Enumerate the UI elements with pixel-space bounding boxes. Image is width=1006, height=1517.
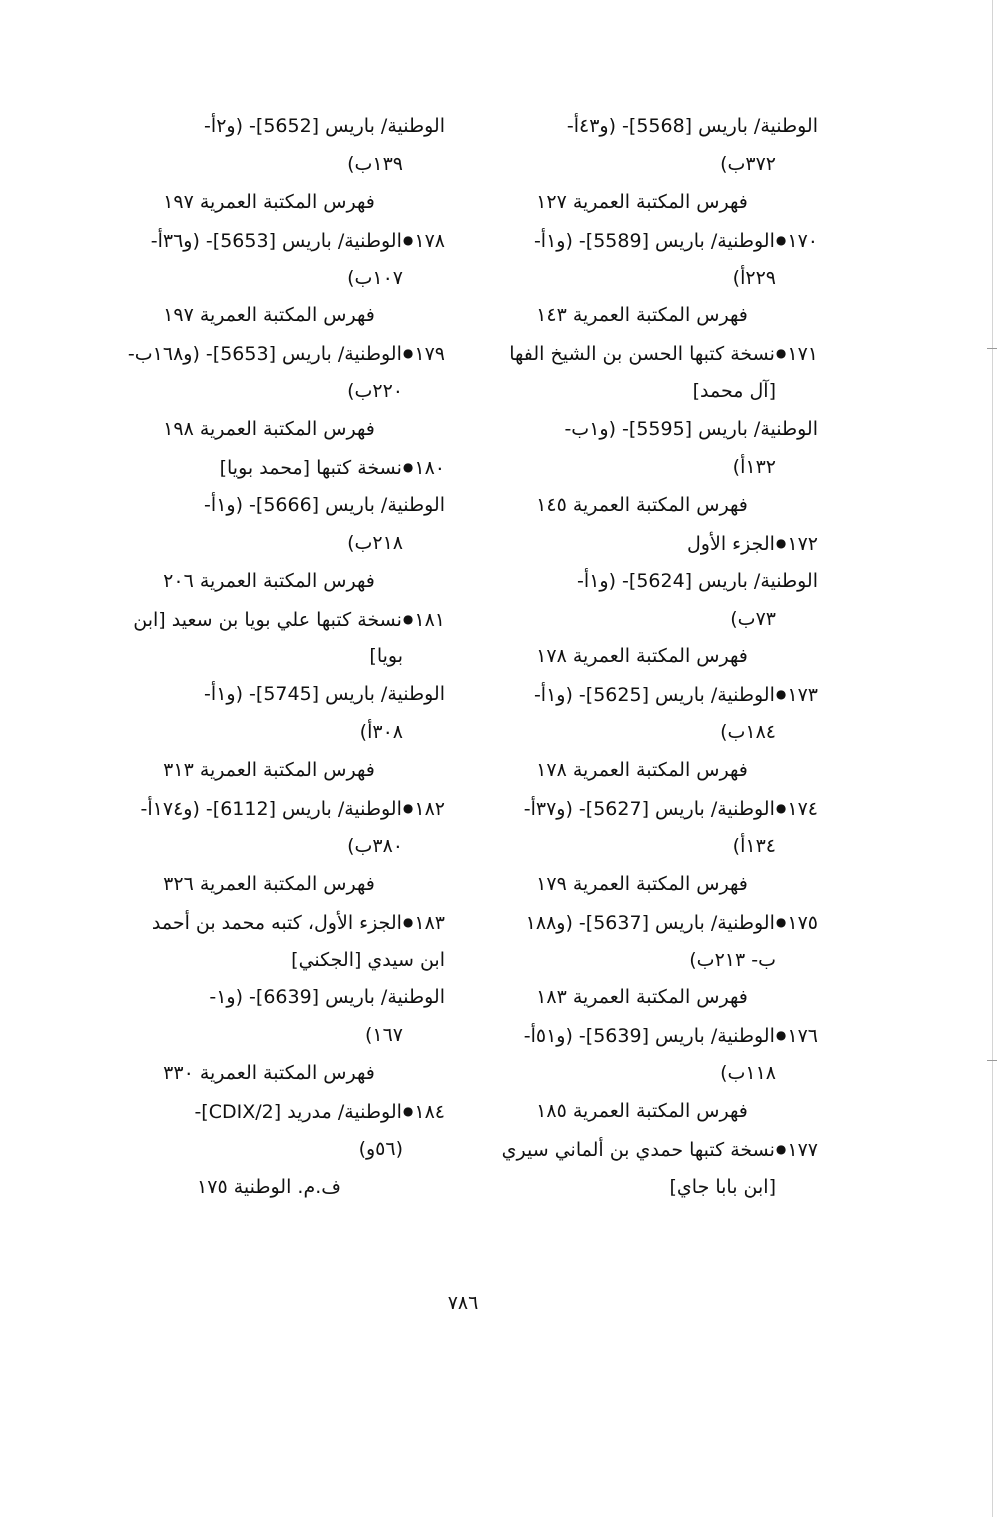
entry-text: نسخة كتبها علي بويا بن سعيد [ابن	[133, 608, 402, 631]
catalogue-line	[93, 146, 445, 184]
catalogue-line	[466, 411, 818, 449]
catalogue-line	[466, 525, 818, 563]
catalogue-line	[466, 714, 818, 752]
bullet-icon: ●	[775, 1142, 787, 1157]
catalogue-line	[466, 1131, 818, 1169]
catalogue-line	[466, 979, 818, 1017]
catalogue-line	[93, 1169, 445, 1207]
entry-number: ١٨١	[414, 608, 445, 631]
catalogue-line	[466, 260, 818, 298]
bullet-icon: ●	[402, 1104, 414, 1119]
catalogue-line	[466, 184, 818, 222]
entry-number: ١٧٢	[787, 532, 818, 555]
entry-text: ١٣٤أ)	[732, 834, 776, 857]
entry-number: ١٧٨	[414, 229, 445, 252]
catalogue-line	[466, 222, 818, 260]
catalogue-line	[466, 866, 818, 904]
catalogue-line	[466, 563, 818, 601]
bullet-icon: ●	[402, 611, 414, 626]
entry-text: فهرس المكتبة العمرية ٣١٣	[163, 759, 375, 782]
catalogue-line	[93, 979, 445, 1017]
catalogue-line	[93, 1055, 445, 1093]
catalogue-line	[466, 297, 818, 335]
entry-text: الوطنية/ باريس [6112]- (و١٧٤أ-	[140, 798, 402, 821]
entry-text: ابن سيدي [الجكني]	[291, 948, 445, 971]
catalogue-line	[466, 752, 818, 790]
entry-text: نسخة كتبها حمدي بن ألماني سيري	[501, 1139, 775, 1162]
catalogue-line	[93, 487, 445, 525]
entry-text: فهرس المكتبة العمرية ١٧٨	[536, 759, 748, 782]
entry-text: ٣٨٠ب)	[347, 834, 403, 857]
bullet-icon: ●	[775, 914, 787, 929]
entry-number: ١٨٠	[414, 457, 445, 480]
bullet-icon: ●	[402, 801, 414, 816]
entry-text: الجزء الأول	[687, 532, 775, 555]
catalogue-line	[466, 146, 818, 184]
entry-text: الوطنية/ باريس [5666]- (و١أ-	[204, 493, 445, 516]
catalogue-line	[466, 335, 818, 373]
entry-text: فهرس المكتبة العمرية ١٤٥	[536, 493, 748, 516]
entry-text: الوطنية/ باريس [5595]- (و١ب-	[564, 418, 818, 441]
entry-number: ١٧١	[787, 343, 818, 366]
bullet-icon: ●	[775, 346, 787, 361]
entry-text: [آل محمد]	[692, 380, 776, 403]
catalogue-line	[466, 942, 818, 980]
page-edge-line	[992, 0, 993, 1517]
catalogue-line	[93, 449, 445, 487]
entry-text: ٣٠٨أ)	[359, 721, 403, 744]
catalogue-line	[93, 904, 445, 942]
catalogue-line	[93, 752, 445, 790]
entry-text: الوطنية/ باريس [6639]- (و١-	[209, 986, 445, 1009]
catalogue-line	[93, 790, 445, 828]
catalogue-line	[93, 335, 445, 373]
left-column	[93, 108, 445, 1207]
entry-text: [ابن بابا جاي]	[669, 1175, 776, 1198]
catalogue-line	[466, 1169, 818, 1207]
entry-text: ٢٢٩أ)	[732, 266, 776, 289]
catalogue-line	[466, 108, 818, 146]
bullet-icon: ●	[775, 232, 787, 247]
entry-text: الوطنية/ باريس [5625]- (و١أ-	[533, 684, 775, 707]
entry-text: ٢٢٠ب)	[347, 380, 403, 403]
entry-number: ١٧٥	[787, 911, 818, 934]
page-number: ٧٨٦	[447, 1292, 479, 1314]
catalogue-line	[466, 1093, 818, 1131]
entry-text: فهرس المكتبة العمرية ١٩٧	[163, 304, 375, 327]
entry-text: الوطنية/ باريس [5639]- (و٥١أ-	[523, 1025, 775, 1048]
catalogue-line	[93, 601, 445, 639]
entry-text: (٥٦و)	[358, 1138, 403, 1161]
entry-number: ١٧٧	[787, 1139, 818, 1162]
entry-text: فهرس المكتبة العمرية ١٩٨	[163, 418, 375, 441]
entry-number: ١٧٠	[787, 229, 818, 252]
entry-text: الوطنية/ باريس [5568]- (و٤٣أ-	[566, 115, 818, 137]
catalogue-line	[466, 1017, 818, 1055]
catalogue-line	[466, 449, 818, 487]
catalogue-line	[93, 1017, 445, 1055]
entry-text: الوطنية/ باريس [5745]- (و١أ-	[204, 683, 445, 706]
catalogue-line	[466, 904, 818, 942]
catalogue-line	[93, 222, 445, 260]
entry-text: نسخة كتبها [محمد بويا]	[219, 457, 402, 480]
entry-text: ١٨٤ب)	[720, 721, 776, 744]
catalogue-line	[466, 1055, 818, 1093]
bullet-icon: ●	[775, 687, 787, 702]
catalogue-line	[466, 676, 818, 714]
entry-text: ٣٧٢ب)	[720, 152, 776, 175]
catalogue-line	[93, 260, 445, 298]
catalogue-line	[93, 638, 445, 676]
entry-text: الوطنية/ باريس [5637]- (و١٨٨	[525, 911, 775, 934]
entry-text: فهرس المكتبة العمرية ٢٠٦	[163, 569, 375, 592]
entry-text: فهرس المكتبة العمرية ٣٣٠	[163, 1062, 375, 1085]
entry-text: ٧٣ب)	[730, 607, 776, 630]
entry-text: الوطنية/ مدريد [CDIX/2]-	[194, 1101, 402, 1124]
entry-text: ف.م. الوطنية ١٧٥	[197, 1175, 341, 1198]
entry-text: فهرس المكتبة العمرية ١٨٥	[536, 1100, 748, 1123]
catalogue-line	[93, 525, 445, 563]
entry-text: بويا]	[369, 645, 403, 668]
entry-text: فهرس المكتبة العمرية ١٢٧	[536, 190, 748, 213]
bullet-icon: ●	[402, 232, 414, 247]
entry-number: ١٧٤	[787, 798, 818, 821]
catalogue-line	[93, 184, 445, 222]
bullet-icon: ●	[775, 1028, 787, 1043]
bullet-icon: ●	[402, 346, 414, 361]
entry-text: ٢١٨ب)	[347, 531, 403, 554]
catalogue-line	[93, 1131, 445, 1169]
entry-text: فهرس المكتبة العمرية ١٧٩	[536, 872, 748, 895]
catalogue-line	[93, 676, 445, 714]
catalogue-line	[93, 866, 445, 904]
entry-text: فهرس المكتبة العمرية ١٧٨	[536, 645, 748, 668]
bullet-icon: ●	[775, 801, 787, 816]
entry-text: الوطنية/ باريس [5653]- (و١٦٨ب-	[127, 343, 402, 366]
right-column	[466, 108, 818, 1207]
edge-tick	[987, 348, 997, 349]
catalogue-line	[466, 790, 818, 828]
entry-text: ب- ٢١٣ب)	[689, 948, 776, 971]
entry-text: ١٦٧)	[364, 1024, 403, 1047]
entry-text: ١٠٧ب)	[347, 266, 403, 289]
catalogue-line	[93, 563, 445, 601]
entry-text: فهرس المكتبة العمرية ١٤٣	[536, 304, 748, 327]
catalogue-line	[466, 487, 818, 525]
entry-text: ١٣٩ب)	[347, 152, 403, 175]
catalogue-line	[93, 828, 445, 866]
catalogue-line	[93, 714, 445, 752]
catalogue-line	[93, 373, 445, 411]
entry-text: الوطنية/ باريس [5653]- (و٣٦أ-	[150, 229, 402, 252]
catalogue-line	[93, 1093, 445, 1131]
entry-text: الوطنية/ باريس [5624]- (و١أ-	[577, 569, 818, 592]
edge-tick	[987, 1060, 997, 1061]
entry-text: الوطنية/ باريس [5589]- (و١أ-	[533, 229, 775, 252]
entry-text: فهرس المكتبة العمرية ١٨٣	[536, 986, 748, 1009]
entry-text: الوطنية/ باريس [5652]- (و٢أ-	[204, 115, 445, 137]
catalogue-line	[466, 638, 818, 676]
catalogue-line	[93, 297, 445, 335]
bullet-icon: ●	[402, 914, 414, 929]
bullet-icon: ●	[775, 535, 787, 550]
entry-text: ١١٨ب)	[720, 1062, 776, 1085]
catalogue-line	[93, 942, 445, 980]
entry-number: ١٧٦	[787, 1025, 818, 1048]
entry-number: ١٧٣	[787, 684, 818, 707]
entry-text: الجزء الأول، كتبه محمد بن أحمد	[151, 911, 402, 934]
entry-number: ١٧٩	[414, 343, 445, 366]
bullet-icon: ●	[402, 460, 414, 475]
catalogue-line	[93, 411, 445, 449]
entry-text: فهرس المكتبة العمرية ١٩٧	[163, 190, 375, 213]
catalogue-line	[466, 373, 818, 411]
entry-text: نسخة كتبها الحسن بن الشيخ الفها	[509, 343, 775, 366]
entry-number: ١٨٢	[414, 798, 445, 821]
entry-number: ١٨٤	[414, 1101, 445, 1124]
entry-text: ١٣٢أ)	[732, 456, 776, 479]
entry-number: ١٨٣	[414, 911, 445, 934]
catalogue-line	[466, 601, 818, 639]
catalogue-line	[93, 108, 445, 146]
entry-text: فهرس المكتبة العمرية ٣٢٦	[163, 872, 375, 895]
catalogue-line	[466, 828, 818, 866]
entry-text: الوطنية/ باريس [5627]- (و٣٧أ-	[523, 798, 775, 821]
